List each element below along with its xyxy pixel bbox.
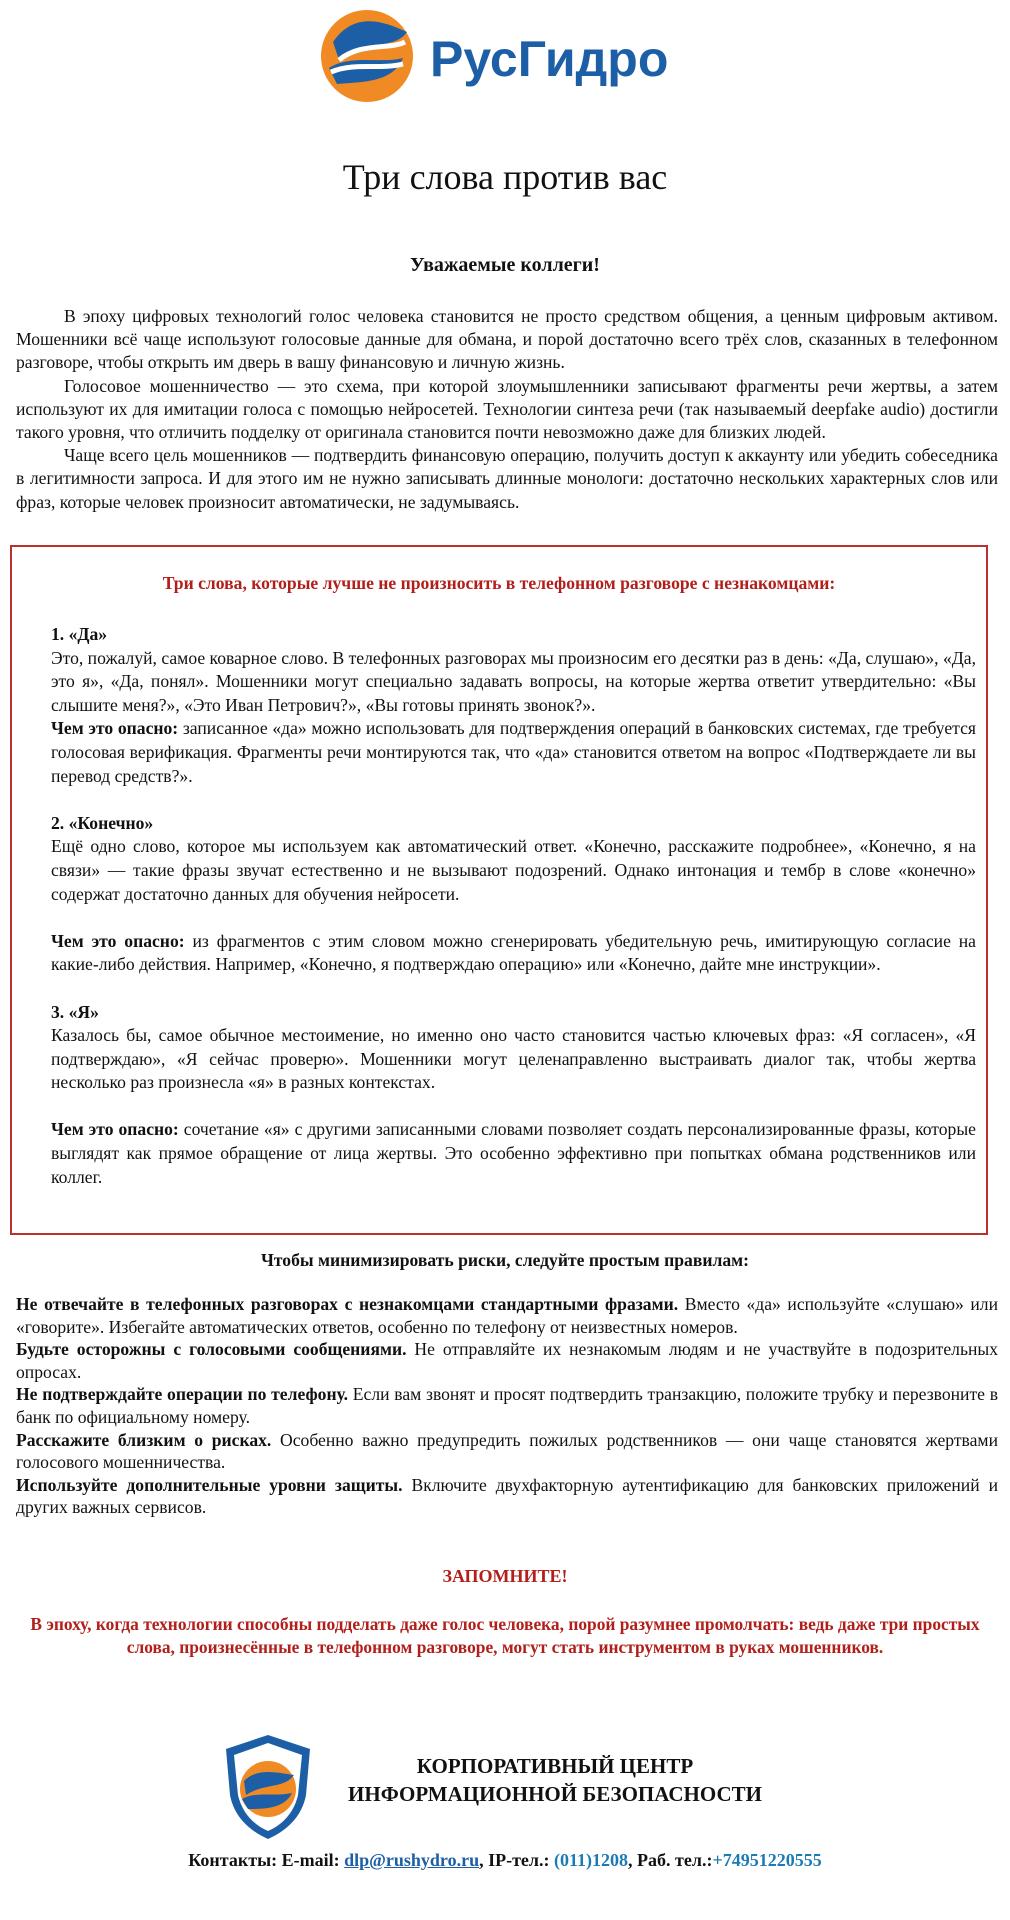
rule-bold: Будьте осторожны с голосовыми сообщениями. xyxy=(16,1339,407,1360)
rule-item xyxy=(16,1338,998,1383)
rushydro-logo-icon xyxy=(315,2,695,110)
remember-title: ЗАПОМНИТЕ! xyxy=(442,1566,568,1586)
word-description: Ещё одно слово, которое мы используем как автоматический ответ. «Конечно, расскажите подробнее», «Конечно, я на связи» — такие фразы звучат естественно и не вызывают подозрений. Однако интонация и тембр в слове «конечно» содержат достаточно данных для обучения нейросети. xyxy=(51,836,976,904)
rule-bold: Не подтверждайте операции по телефону. xyxy=(16,1384,349,1405)
rule-text: Особенно важно предупредить пожилых родственников — они чаще становятся жертвами голосового мошенничества. xyxy=(16,1429,998,1473)
rule-bold: Не отвечайте в телефонных разговорах с незнакомцами стандартными фразами. xyxy=(16,1294,679,1314)
danger-text: сочетание «я» с другими записанными словами позволяет создать персонализированные фразы, которые выглядят как прямое обращение от лица жертвы. Это особенно эффективно при попытках обмана родственников или коллег. xyxy=(51,1119,976,1187)
danger-text: из фрагментов с этим словом можно сгенерировать убедительную речь, имитирующую согласие на какие-либо действия. Например, «Конечно, я подтверждаю операцию» или «Конечно, дайте мне инструкции». xyxy=(51,930,976,975)
security-center-name xyxy=(330,1752,780,1808)
warning-box-title: Три слова, которые лучше не произносить в телефонном разговоре с незнакомцами: xyxy=(162,573,836,593)
logo-text: РусГидро xyxy=(430,31,669,87)
word-heading: 1. «Да» xyxy=(51,624,108,644)
warning-box-content xyxy=(51,623,976,1189)
intro-paragraph: Чаще всего цель мошенников — подтвердить финансовую операцию, получить доступ к аккаунту или убедить собеседника в легитимности запроса. И для этого им не нужно записывать длинные монологи: достаточно нескольких характерных слов или фраз, которые человек произносит автоматически, не задумываясь. xyxy=(16,445,998,512)
rule-text: Если вам звонят и просят подтвердить транзакцию, положите трубку и перезвоните в банк по официальному номеру. xyxy=(16,1384,999,1427)
rule-item xyxy=(16,1293,998,1338)
rule-item xyxy=(16,1474,998,1519)
intro-paragraph: В эпоху цифровых технологий голос человека становится не просто средством общения, а ценным цифровым активом. Мошенники всё чаще используют голосовые данные для обмана, и порой достаточно всего трёх слов, сказанных в телефонном разговоре, чтобы открыть им дверь в вашу финансовую и личную жизнь. xyxy=(16,306,998,373)
center-name-line: ИНФОРМАЦИОННОЙ БЕЗОПАСНОСТИ xyxy=(348,1782,762,1806)
danger-label: Чем это опасно: xyxy=(51,1119,179,1140)
rule-text: Не отправляйте их незнакомым людям и не участвуйте в подозрительных опросах. xyxy=(16,1339,999,1382)
remember-text: В эпоху, когда технологии способны подделать даже голос человека, порой разумнее промолчать: ведь даже три простых слова, произнесённые в телефонном разговоре, могут стать инструментом в руках мошенников. xyxy=(30,1614,980,1657)
word-danger xyxy=(51,717,976,788)
word-danger xyxy=(51,930,976,977)
word-heading: 2. «Конечно» xyxy=(51,812,154,833)
rule-text: Вместо «да» используйте «слушаю» или «говорите». Избегайте автоматических ответов, особенно по телефону от неизвестных номеров. xyxy=(16,1294,998,1337)
center-name-line: КОРПОРАТИВНЫЙ ЦЕНТР xyxy=(416,1754,694,1778)
word-danger xyxy=(51,1118,976,1189)
work-phone[interactable]: +74951220555 xyxy=(712,1850,822,1870)
ip-label: , IP-тел.: xyxy=(479,1850,555,1870)
word-description: Это, пожалуй, самое коварное слово. В телефонных разговорах мы произносим его десятки раз в день: «Да, слушаю», «Да, это я», «Да, понял». Мошенники могут специально задавать вопросы, на которые жертва ответит утвердительно: «Вы слышите меня?», «Это Иван Петрович?», «Вы готовы принять звонок?». xyxy=(51,647,976,715)
email-link[interactable]: dlp@rushydro.ru xyxy=(344,1850,480,1870)
rules-title: Чтобы минимизировать риски, следуйте простым правилам: xyxy=(260,1250,749,1270)
rules-list xyxy=(16,1293,998,1519)
page-title: Три слова против вас xyxy=(342,157,668,197)
intro-section xyxy=(16,305,998,514)
contacts-line xyxy=(0,1850,1010,1871)
ip-phone[interactable]: (011)1208 xyxy=(554,1850,629,1870)
contacts-label: Контакты: E-mail: xyxy=(188,1850,345,1870)
greeting: Уважаемые коллеги! xyxy=(410,254,600,276)
warning-box xyxy=(10,545,988,1235)
rule-item xyxy=(16,1429,998,1474)
header-logo xyxy=(0,2,1010,110)
rule-bold: Используйте дополнительные уровни защиты. xyxy=(16,1474,403,1495)
rule-bold: Расскажите близким о рисках. xyxy=(16,1429,272,1450)
rule-item xyxy=(16,1383,998,1428)
danger-label: Чем это опасно: xyxy=(51,718,179,739)
word-heading: 3. «Я» xyxy=(51,1001,99,1022)
work-phone-label: , Раб. тел.: xyxy=(628,1850,713,1870)
danger-text: записанное «да» можно использовать для подтверждения операций в банковских системах, где требуется голосовая верификация. Фрагменты речи монтируются так, что «да» становится ответом на вопрос «Подтверждаете ли вы перевод средств?». xyxy=(51,718,976,786)
intro-paragraph: Голосовое мошенничество — это схема, при которой злоумышленники записывают фрагменты речи жертвы, а затем используют их для имитации голоса с помощью нейросетей. Технологии синтеза речи (так называемый deepfake audio) достигли такого уровня, что отличить подделку от оригинала становится почти невозможно даже для близких людей. xyxy=(16,375,998,443)
rule-text: Включите двухфакторную аутентификацию для банковских приложений и других важных сервисов. xyxy=(16,1474,999,1518)
word-description: Казалось бы, самое обычное местоимение, но именно оно часто становится частью ключевых фраз: «Я согласен», «Я подтверждаю», «Я сейчас проверю». Мошенники могут целенаправленно выстраивать диалог так, чтобы жертва несколько раз произнесла «я» в разных контекстах. xyxy=(51,1025,976,1093)
danger-label: Чем это опасно: xyxy=(51,930,185,951)
security-shield-icon xyxy=(222,1733,314,1841)
